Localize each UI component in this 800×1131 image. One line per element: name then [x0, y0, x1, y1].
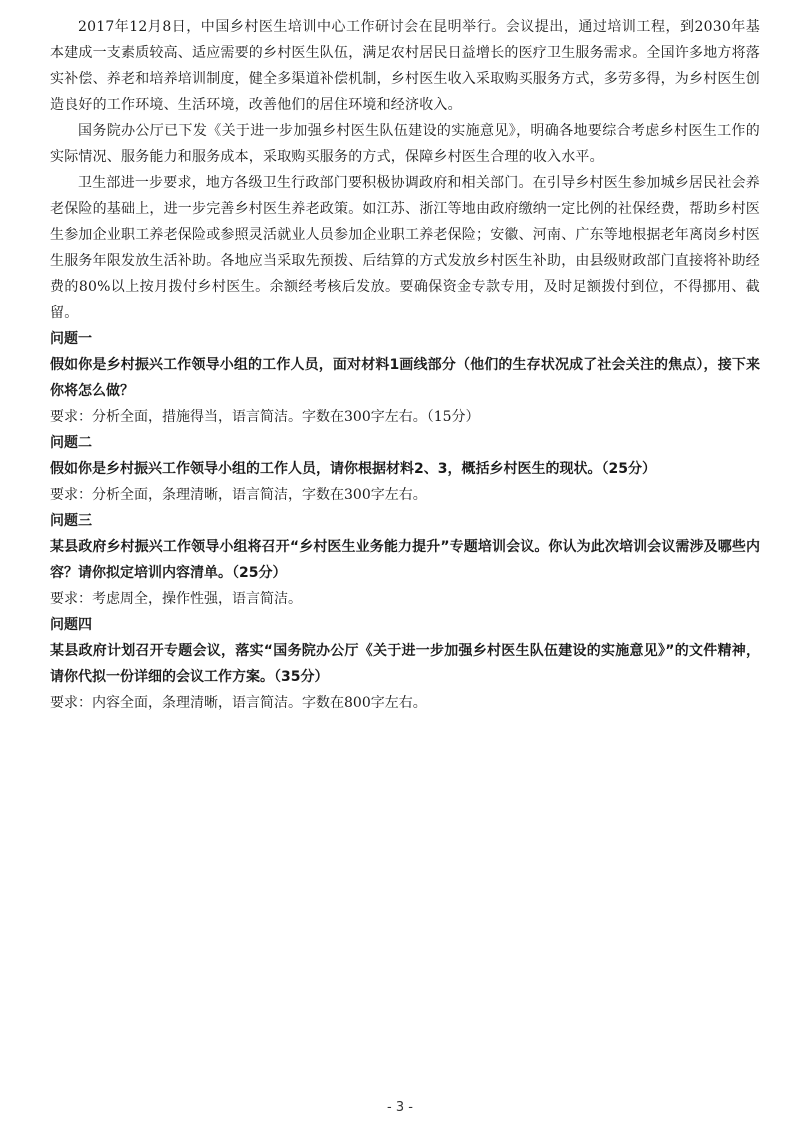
- question-text: 某县政府计划召开专题会议，落实“国务院办公厅《关于进一步加强乡村医生队伍建设的实施意见》”的文件精神，请你代拟一份详细的会议工作方案。（35分）: [50, 643, 760, 685]
- question-requirement: 要求：内容全面，条理清晰，语言简洁。字数在800字左右。: [50, 695, 427, 711]
- document-body: [50, 14, 760, 716]
- question-title: 问题四: [50, 617, 92, 633]
- question-title: 问题二: [50, 435, 92, 451]
- page-number: - 3 -: [387, 1100, 413, 1115]
- question-text: 假如你是乡村振兴工作领导小组的工作人员，面对材料1画线部分（他们的生存状况成了社会关注的焦点），接下来你将怎么做？: [50, 357, 760, 399]
- question-title: 问题三: [50, 513, 92, 529]
- material-paragraph-3: 卫生部进一步要求，地方各级卫生行政部门要积极协调政府和相关部门。在引导乡村医生参加城乡居民社会养老保险的基础上，进一步完善乡村医生养老政策。如江苏、浙江等地由政府缴纳一定比例的社保经费，帮助乡村医生参加企业职工养老保险或参照灵活就业人员参加企业职工养老保险；安徽、河南、广东等地根据老年离岗乡村医生服务年限发放生活补助。各地应当采取先预拨、后结算的方式发放乡村医生补助，由县级财政部门直接将补助经费的80%以上按月拨付乡村医生。余额经考核后发放。要确保资金专款专用，及时足额拨付到位，不得挪用、截留。: [50, 175, 760, 321]
- question-text: 某县政府乡村振兴工作领导小组将召开“乡村医生业务能力提升”专题培训会议。你认为此次培训会议需涉及哪些内容？请你拟定培训内容清单。（25分）: [50, 539, 760, 581]
- question-text: 假如你是乡村振兴工作领导小组的工作人员，请你根据材料2、3，概括乡村医生的现状。（25分）: [50, 461, 656, 477]
- question-requirement: 要求：考虑周全，操作性强，语言简洁。: [50, 591, 302, 607]
- question-requirement: 要求：分析全面，条理清晰，语言简洁，字数在300字左右。: [50, 487, 427, 503]
- question-2: [50, 430, 760, 508]
- question-4: [50, 612, 760, 716]
- question-3: [50, 508, 760, 612]
- question-requirement: 要求：分析全面，措施得当，语言简洁。字数在300字左右。（15分）: [50, 409, 480, 425]
- question-title: 问题一: [50, 331, 92, 347]
- question-1: [50, 326, 760, 430]
- material-paragraph-2: 国务院办公厅已下发《关于进一步加强乡村医生队伍建设的实施意见》，明确各地要综合考虑乡村医生工作的实际情况、服务能力和服务成本，采取购买服务的方式，保障乡村医生合理的收入水平。: [50, 123, 760, 165]
- material-paragraph-1: 2017年12月8日，中国乡村医生培训中心工作研讨会在昆明举行。会议提出，通过培训工程，到2030年基本建成一支素质较高、适应需要的乡村医生队伍，满足农村居民日益增长的医疗卫生服务需求。全国许多地方将落实补偿、养老和培养培训制度，健全多渠道补偿机制，乡村医生收入采取购买服务方式，多劳多得，为乡村医生创造良好的工作环境、生活环境，改善他们的居住环境和经济收入。: [50, 19, 760, 113]
